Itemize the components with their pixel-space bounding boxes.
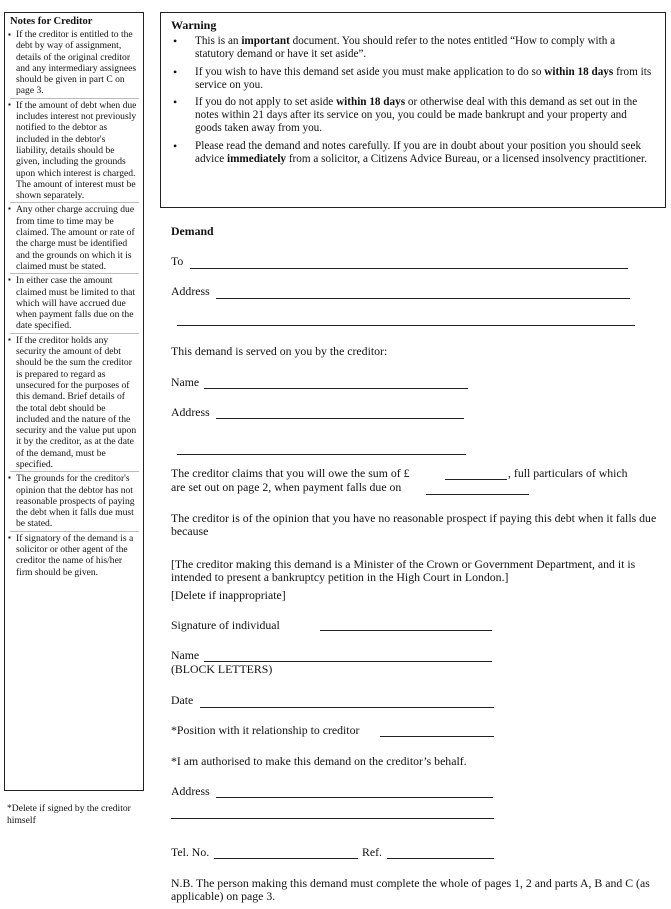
signer-address-label: Address [171,784,210,798]
creditor-address-field-line2[interactable] [177,454,466,455]
note-grounds: ▪ The grounds for the creditor's opinion that the debtor has not reasonable prospects of paying the debt when it falls due must be stated. [10,471,139,529]
signer-address-field-line2[interactable] [171,818,494,819]
creditor-address-field[interactable] [216,418,464,419]
note-other-charge: ▪ Any other charge accruing due from time to time may be claimed. The amount or rate of the charge must be identified and the grounds on which it is claimed must be stated. [10,202,139,272]
warning-item: • Please read the demand and notes carefully. If you are in doubt about your position you should seek advice immediately from a solicitor, a Citizens Advice Bureau, or a licensed insolvency practitioner. [171,140,655,166]
creditor-name-field[interactable] [204,388,468,389]
signature-field[interactable] [320,630,492,631]
minister-text: [The creditor making this demand is a Minister of the Crown or Government Department, and it is intended to present a bankruptcy petition in the High Court in London.] [171,557,636,585]
address-field[interactable] [216,298,630,299]
address-label: Address [171,284,210,298]
opinion-text: The creditor is of the opinion that you have no reasonable prospect if paying this debt when it falls due because [171,511,657,539]
served-text: This demand is served on you by the creditor: [171,344,388,358]
position-field[interactable] [380,736,494,737]
ref-label: Ref. [362,845,382,859]
claim-text-2: , full particulars of which [508,466,628,480]
creditor-address-label: Address [171,405,210,419]
claim-text-3: are set out on page 2, when payment falls due on [171,480,402,494]
tel-label: Tel. No. [171,845,210,859]
sum-field[interactable] [445,479,507,480]
ref-field[interactable] [387,858,494,859]
due-date-field[interactable] [426,494,529,495]
delete-footnote: *Delete if signed by the creditor himself [7,803,131,826]
warning-item: • If you wish to have this demand set aside you must make application to do so within 18 days from its service on you. [171,66,655,92]
signer-address-field[interactable] [216,797,493,798]
demand-heading: Demand [171,224,214,238]
block-letters-note: (BLOCK LETTERS) [171,662,273,676]
to-label: To [171,254,184,268]
to-field[interactable] [190,268,628,269]
address-field-line2[interactable] [177,325,635,326]
name-label: Name [171,375,200,389]
note-interest: ▪ If the amount of debt when due includes interest not previously notified to the debtor as included in the debtor's liability, details should be given, including the grounds upon which interest is charged. The amount of interest must be shown separately. [10,98,139,202]
note-signatory: ▪ If signatory of the demand is a solicitor or other agent of the creditor the name of his/her firm should be given. [10,531,139,578]
position-label: *Position with it relationship to creditor [171,723,360,737]
delete-text: [Delete if inappropriate] [171,588,286,602]
notes-title: Notes for Creditor [10,16,93,27]
note-limit: ▪ In either case the amount claimed must be limited to that which will have accrued due when payment falls due on the date specified. [10,273,139,331]
nb-text: N.B. The person making this demand must complete the whole of pages 1, 2 and parts A, B and C (as applicable) on page 3. [171,876,650,904]
authorised-text: *I am authorised to make this demand on the creditor’s behalf. [171,754,467,768]
warning-item: • This is an important document. You should refer to the notes entitled “How to comply with a statutory demand or have it set aside”. [171,35,655,61]
date-field[interactable] [200,707,494,708]
warning-title: Warning [171,18,217,32]
signature-label: Signature of individual [171,618,280,632]
note-assignment: ▪ If the creditor is entitled to the debt by way of assignment, details of the original creditor and any intermediary assignees should be given in part C on page 3. [10,29,139,97]
tel-field[interactable] [214,858,358,859]
warning-item: • If you do not apply to set aside within 18 days or otherwise deal with this demand as set out in the notes within 21 days after its service on you, you could be made bankrupt and your property and goods taken away from you. [171,96,655,136]
date-label: Date [171,693,194,707]
signer-name-label: Name [171,648,200,662]
note-security: ▪ If the creditor holds any security the amount of debt should be the sum the creditor is prepared to regard as unsecured for the purposes of this demand. Brief details of the total debt should be included and the nature of the security and the value put upon it by the creditor, as at the date of the demand, must be specified. [10,333,139,471]
warning-box [160,12,666,208]
claim-text-1: The creditor claims that you will owe the sum of £ [171,466,410,480]
creditor-notes-panel [4,12,144,791]
